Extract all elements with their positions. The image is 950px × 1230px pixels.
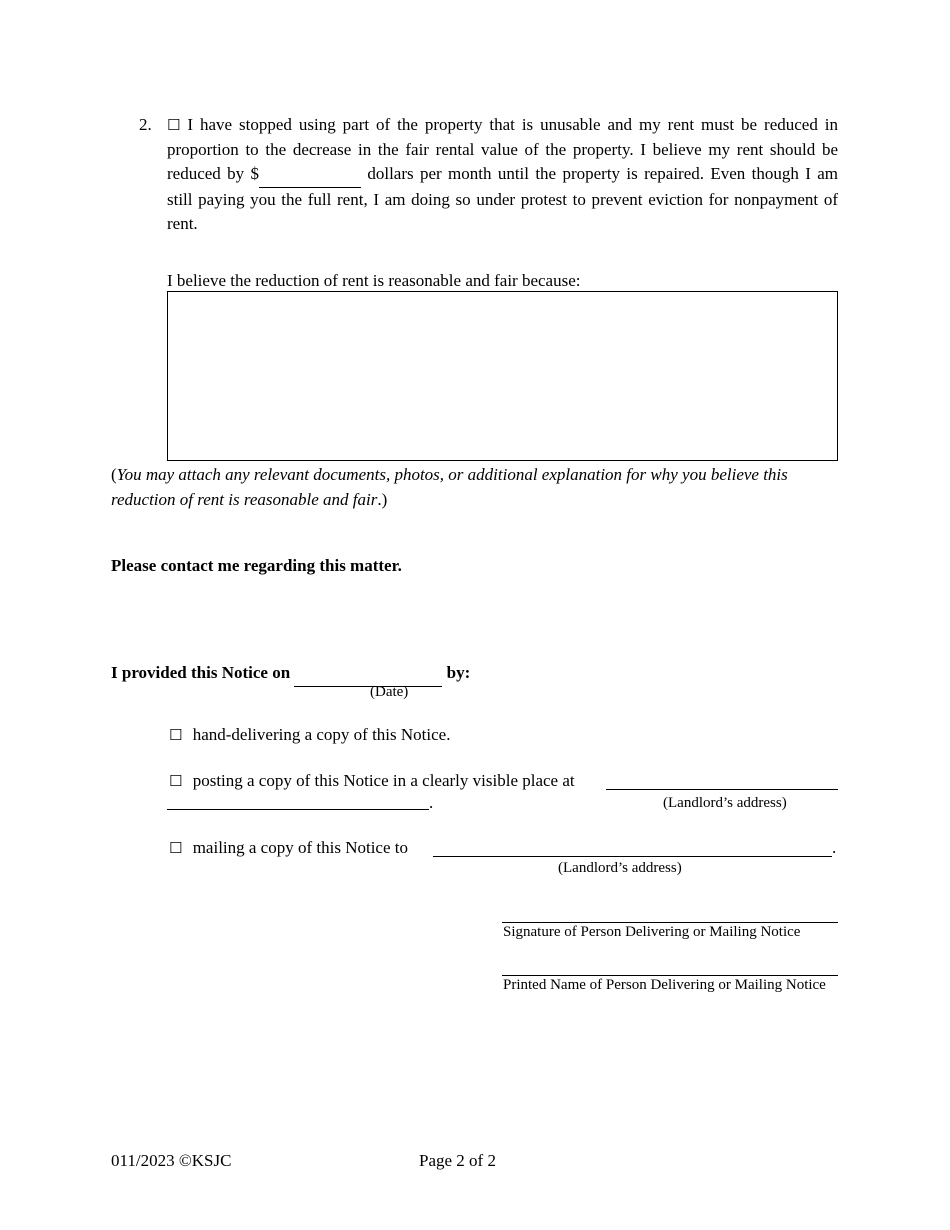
posting-option — [169, 769, 575, 794]
attach-note — [111, 462, 838, 512]
signature-label: Signature of Person Delivering or Mailing Notice — [503, 924, 801, 940]
reduction-amount-field[interactable] — [259, 162, 361, 188]
provided-line — [111, 661, 470, 687]
item-number: 2. — [139, 115, 152, 134]
attach-note-open: ( — [111, 465, 117, 484]
mailing-address-label: (Landlord’s address) — [558, 860, 682, 876]
date-label: (Date) — [370, 684, 409, 700]
signature-line[interactable] — [502, 922, 838, 923]
attach-note-close: .) — [377, 490, 388, 509]
mailing-checkbox[interactable]: ☐ — [169, 839, 183, 857]
reason-label: I believe the reduction of rent is reasonable and fair because: — [167, 271, 581, 290]
posting-text: posting a copy of this Notice in a clearly visible place at — [192, 771, 575, 790]
printed-name-line[interactable] — [502, 975, 838, 976]
mailing-address-field[interactable] — [433, 856, 832, 857]
hand-delivery-option — [169, 723, 450, 748]
provided-prefix: I provided this Notice on — [111, 663, 291, 682]
attach-note-text: You may attach any relevant documents, photos, or additional explanation for why you believe this reduction of rent is reasonable and fair — [111, 465, 788, 509]
posting-checkbox[interactable]: ☐ — [169, 772, 183, 790]
provided-suffix: by: — [446, 663, 471, 682]
posting-end: . — [429, 793, 434, 812]
printed-name-label: Printed Name of Person Delivering or Mailing Notice — [503, 977, 826, 993]
hand-delivery-text: hand-delivering a copy of this Notice. — [192, 725, 451, 744]
mailing-end: . — [832, 838, 837, 857]
footer-code: 011/2023 ©KSJC — [111, 1151, 232, 1170]
posting-address-field-line2[interactable] — [167, 809, 429, 810]
rent-reduction-checkbox[interactable]: ☐ — [167, 116, 181, 134]
reason-textbox[interactable] — [167, 291, 838, 461]
mailing-text: mailing a copy of this Notice to — [192, 838, 408, 857]
item2-paragraph — [167, 113, 838, 237]
item2-text-part2: dollars per month until the property is repaired. Even though I am still paying you the full rent, I am doing so under protest to prevent eviction for nonpayment of rent. — [167, 164, 838, 233]
hand-delivery-checkbox[interactable]: ☐ — [169, 726, 183, 744]
footer-page: Page 2 of 2 — [419, 1151, 496, 1170]
contact-line: Please contact me regarding this matter. — [111, 556, 402, 575]
posting-address-field-line1[interactable] — [606, 789, 838, 790]
notice-date-field[interactable] — [294, 661, 442, 687]
mailing-option — [169, 836, 408, 861]
posting-address-label: (Landlord’s address) — [663, 795, 787, 811]
item2-text-part1: I have stopped using part of the property that is unusable and my rent must be reduced in proportion to the decrease in the fair rental value of the property. I believe my rent should be reduced by $ — [167, 115, 839, 183]
